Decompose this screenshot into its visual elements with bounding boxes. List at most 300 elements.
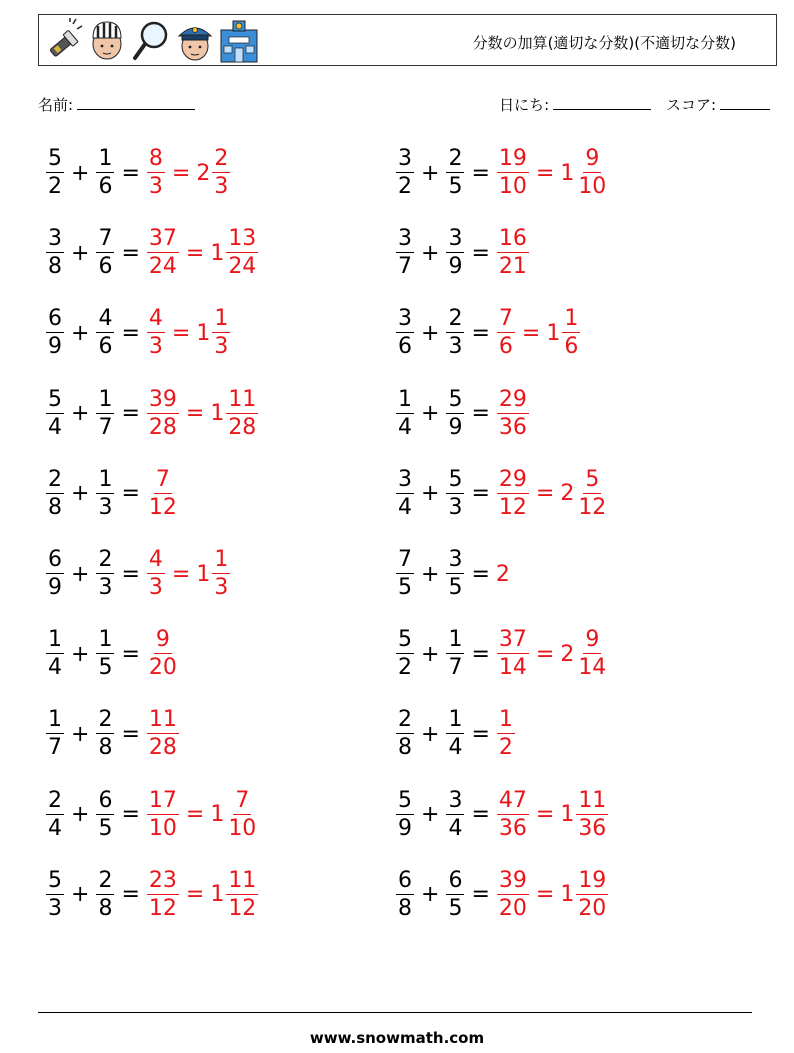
denominator: 9 bbox=[48, 334, 62, 360]
answer bbox=[496, 466, 609, 520]
addend-2 bbox=[446, 308, 464, 358]
answer-equals-sign: = bbox=[185, 240, 205, 266]
mixed-fraction bbox=[212, 148, 230, 198]
problem-item bbox=[395, 624, 609, 684]
answer-fraction bbox=[497, 148, 529, 198]
mixed-whole: 1 bbox=[560, 802, 575, 828]
equals-sign: = bbox=[471, 882, 490, 908]
problem-item bbox=[45, 223, 259, 283]
numerator: 5 bbox=[448, 386, 463, 412]
answer bbox=[146, 709, 180, 759]
answer bbox=[496, 709, 516, 759]
denominator: 6 bbox=[564, 334, 579, 360]
mixed-whole: 1 bbox=[560, 882, 575, 908]
problem-item bbox=[45, 544, 231, 604]
denominator: 8 bbox=[98, 895, 113, 921]
answer bbox=[496, 308, 581, 358]
numerator: 7 bbox=[498, 306, 513, 332]
answer-fraction bbox=[497, 709, 515, 759]
footer-divider bbox=[38, 1012, 752, 1013]
mixed-whole: 1 bbox=[210, 802, 225, 828]
addend-2 bbox=[446, 466, 464, 520]
denominator: 9 bbox=[448, 414, 463, 440]
denominator: 7 bbox=[448, 655, 463, 681]
equals-sign: = bbox=[121, 160, 140, 186]
answer-fraction bbox=[147, 228, 179, 278]
numerator: 7 bbox=[398, 547, 412, 572]
equals-sign: = bbox=[121, 481, 140, 507]
answer-whole: 2 bbox=[495, 561, 510, 587]
numerator: 7 bbox=[155, 466, 170, 492]
plus-sign: + bbox=[421, 481, 440, 507]
numerator: 11 bbox=[148, 707, 177, 733]
numerator: 6 bbox=[98, 787, 113, 813]
answer-fraction bbox=[497, 466, 529, 520]
equals-sign: = bbox=[121, 320, 140, 346]
denominator: 3 bbox=[98, 575, 113, 600]
denominator: 8 bbox=[48, 494, 62, 520]
denominator: 4 bbox=[398, 414, 412, 440]
numerator: 2 bbox=[98, 547, 113, 572]
numerator: 4 bbox=[148, 547, 163, 572]
plus-sign: + bbox=[71, 641, 90, 667]
denominator: 8 bbox=[98, 735, 113, 761]
denominator: 20 bbox=[148, 655, 177, 681]
numerator: 1 bbox=[214, 547, 229, 572]
problem-item bbox=[395, 785, 609, 845]
numerator: 3 bbox=[398, 466, 412, 492]
name-blank[interactable] bbox=[77, 95, 195, 110]
answer-fraction bbox=[147, 629, 179, 679]
equals-sign: = bbox=[471, 240, 490, 266]
plus-sign: + bbox=[421, 641, 440, 667]
addend-1 bbox=[46, 629, 64, 679]
numerator: 6 bbox=[48, 547, 62, 572]
equals-sign: = bbox=[471, 160, 490, 186]
numerator: 6 bbox=[398, 867, 412, 893]
problem-row bbox=[45, 384, 765, 444]
header-icons bbox=[43, 18, 259, 64]
answer-fraction bbox=[497, 308, 515, 358]
date-label: 日にち: bbox=[499, 96, 550, 114]
numerator: 3 bbox=[48, 226, 62, 252]
equals-sign: = bbox=[121, 240, 140, 266]
plus-sign: + bbox=[71, 481, 90, 507]
numerator: 3 bbox=[398, 226, 412, 252]
denominator: 14 bbox=[578, 655, 607, 681]
denominator: 10 bbox=[228, 815, 257, 841]
problem-row bbox=[45, 785, 765, 845]
plus-sign: + bbox=[71, 882, 90, 908]
worksheet-title: 分数の加算(適切な分数)(不適切な分数) bbox=[472, 34, 736, 52]
problem-item bbox=[45, 143, 231, 203]
equals-sign: = bbox=[471, 401, 490, 427]
denominator: 8 bbox=[398, 895, 412, 921]
numerator: 1 bbox=[398, 386, 412, 412]
answer-equals-sign: = bbox=[185, 401, 205, 427]
plus-sign: + bbox=[421, 721, 440, 747]
denominator: 5 bbox=[98, 655, 113, 681]
mixed-whole: 2 bbox=[560, 481, 575, 507]
answer-equals-sign: = bbox=[521, 320, 541, 346]
plus-sign: + bbox=[421, 882, 440, 908]
denominator: 5 bbox=[448, 895, 463, 921]
answer-equals-sign: = bbox=[171, 160, 191, 186]
numerator: 1 bbox=[564, 306, 579, 332]
police-station-icon bbox=[219, 18, 259, 64]
flashlight-icon bbox=[43, 18, 83, 64]
denominator: 4 bbox=[398, 494, 412, 520]
numerator: 9 bbox=[155, 627, 170, 653]
equals-sign: = bbox=[121, 561, 140, 587]
denominator: 5 bbox=[398, 575, 412, 600]
answer bbox=[496, 386, 530, 440]
equals-sign: = bbox=[471, 721, 490, 747]
answer-equals-sign: = bbox=[535, 481, 555, 507]
answer-equals-sign: = bbox=[185, 802, 205, 828]
addend-2 bbox=[96, 629, 114, 679]
answer bbox=[496, 629, 609, 679]
numerator: 16 bbox=[498, 226, 527, 252]
numerator: 2 bbox=[98, 707, 113, 733]
denominator: 5 bbox=[448, 174, 463, 199]
numerator: 3 bbox=[398, 306, 412, 332]
equals-sign: = bbox=[471, 481, 490, 507]
addend-1 bbox=[396, 709, 414, 759]
numerator: 4 bbox=[98, 306, 113, 332]
problem-item bbox=[45, 303, 231, 363]
numerator: 29 bbox=[498, 466, 527, 492]
mixed-whole: 1 bbox=[196, 561, 211, 587]
answer bbox=[146, 549, 231, 599]
numerator: 39 bbox=[498, 867, 527, 893]
addend-2 bbox=[96, 709, 114, 759]
prisoner-icon bbox=[87, 18, 127, 64]
answer bbox=[146, 867, 259, 921]
denominator: 20 bbox=[498, 895, 527, 921]
denominator: 2 bbox=[398, 174, 412, 199]
problem-item bbox=[45, 464, 180, 524]
denominator: 6 bbox=[498, 334, 513, 360]
problem-item bbox=[395, 464, 609, 524]
numerator: 1 bbox=[98, 386, 113, 412]
problem-row bbox=[45, 865, 765, 925]
mixed-fraction bbox=[576, 466, 608, 520]
denominator: 5 bbox=[448, 575, 463, 600]
denominator: 8 bbox=[48, 254, 62, 280]
addend-1 bbox=[396, 308, 414, 358]
addend-1 bbox=[46, 228, 64, 278]
equals-sign: = bbox=[121, 641, 140, 667]
answer-equals-sign: = bbox=[535, 641, 555, 667]
answer-equals-sign: = bbox=[535, 160, 555, 186]
answer bbox=[496, 867, 609, 921]
numerator: 11 bbox=[578, 787, 607, 813]
numerator: 9 bbox=[585, 146, 600, 171]
answer-fraction bbox=[497, 629, 529, 679]
denominator: 24 bbox=[228, 254, 257, 280]
denominator: 2 bbox=[498, 735, 513, 761]
problem-item bbox=[395, 143, 609, 203]
addend-1 bbox=[46, 549, 64, 599]
numerator: 47 bbox=[498, 787, 527, 813]
denominator: 3 bbox=[448, 494, 463, 520]
addend-2 bbox=[446, 549, 464, 599]
plus-sign: + bbox=[71, 240, 90, 266]
mixed-fraction bbox=[212, 549, 230, 599]
denominator: 28 bbox=[148, 414, 177, 440]
problem-row bbox=[45, 704, 765, 764]
denominator: 9 bbox=[448, 254, 463, 280]
mixed-fraction bbox=[226, 867, 258, 921]
denominator: 3 bbox=[98, 494, 113, 520]
denominator: 28 bbox=[228, 414, 257, 440]
numerator: 3 bbox=[448, 547, 463, 572]
answer-fraction bbox=[147, 787, 179, 841]
answer bbox=[496, 228, 530, 278]
denominator: 5 bbox=[98, 815, 113, 841]
equals-sign: = bbox=[471, 561, 490, 587]
score-label: スコア: bbox=[665, 96, 716, 114]
mixed-fraction bbox=[576, 867, 608, 921]
mixed-fraction bbox=[562, 308, 580, 358]
mixed-fraction bbox=[576, 787, 608, 841]
numerator: 6 bbox=[448, 867, 463, 893]
plus-sign: + bbox=[421, 240, 440, 266]
answer-fraction bbox=[147, 386, 179, 440]
denominator: 12 bbox=[148, 494, 177, 520]
answer bbox=[146, 308, 231, 358]
problem-item bbox=[45, 865, 259, 925]
answer-fraction bbox=[147, 308, 165, 358]
problem-item bbox=[395, 704, 516, 764]
denominator: 4 bbox=[448, 815, 463, 841]
answer-fraction bbox=[497, 787, 529, 841]
denominator: 3 bbox=[214, 575, 229, 600]
addend-2 bbox=[446, 386, 464, 440]
answer-fraction bbox=[147, 709, 179, 759]
denominator: 4 bbox=[48, 655, 62, 681]
denominator: 10 bbox=[498, 174, 527, 199]
numerator: 2 bbox=[48, 466, 62, 492]
denominator: 14 bbox=[498, 655, 527, 681]
addend-1 bbox=[396, 867, 414, 921]
answer bbox=[146, 466, 180, 520]
numerator: 23 bbox=[148, 867, 177, 893]
name-label: 名前: bbox=[38, 96, 74, 114]
plus-sign: + bbox=[71, 320, 90, 346]
addend-1 bbox=[396, 787, 414, 841]
denominator: 6 bbox=[398, 334, 412, 360]
numerator: 39 bbox=[148, 386, 177, 412]
equals-sign: = bbox=[471, 802, 490, 828]
answer bbox=[146, 787, 259, 841]
answer-equals-sign: = bbox=[171, 561, 191, 587]
worksheet-header bbox=[38, 14, 777, 66]
mixed-whole: 2 bbox=[560, 641, 575, 667]
mixed-whole: 1 bbox=[210, 882, 225, 908]
addend-2 bbox=[446, 709, 464, 759]
answer bbox=[146, 228, 259, 278]
addend-1 bbox=[46, 466, 64, 520]
plus-sign: + bbox=[421, 561, 440, 587]
numerator: 1 bbox=[98, 146, 113, 171]
numerator: 2 bbox=[398, 707, 412, 733]
problem-item bbox=[45, 704, 180, 764]
plus-sign: + bbox=[421, 802, 440, 828]
denominator: 36 bbox=[498, 815, 527, 841]
numerator: 7 bbox=[98, 226, 113, 252]
answer-fraction bbox=[497, 386, 529, 440]
denominator: 20 bbox=[578, 895, 607, 921]
addend-1 bbox=[396, 549, 414, 599]
numerator: 7 bbox=[235, 787, 250, 813]
answer bbox=[496, 562, 511, 587]
mixed-whole: 1 bbox=[546, 320, 561, 346]
addend-2 bbox=[96, 867, 114, 921]
denominator: 7 bbox=[98, 414, 113, 440]
numerator: 1 bbox=[98, 627, 113, 653]
mixed-fraction bbox=[576, 629, 608, 679]
numerator: 1 bbox=[98, 466, 113, 492]
answer-fraction bbox=[147, 549, 165, 599]
addend-1 bbox=[46, 308, 64, 358]
problem-item bbox=[395, 303, 581, 363]
numerator: 8 bbox=[148, 146, 163, 171]
addend-2 bbox=[96, 386, 114, 440]
addend-2 bbox=[96, 228, 114, 278]
denominator: 4 bbox=[448, 735, 463, 761]
numerator: 13 bbox=[228, 226, 257, 252]
plus-sign: + bbox=[71, 160, 90, 186]
numerator: 2 bbox=[214, 146, 229, 171]
equals-sign: = bbox=[471, 641, 490, 667]
equals-sign: = bbox=[121, 721, 140, 747]
denominator: 3 bbox=[148, 575, 163, 600]
addend-2 bbox=[96, 148, 114, 198]
date-blank[interactable] bbox=[553, 95, 651, 110]
denominator: 12 bbox=[228, 895, 257, 921]
numerator: 3 bbox=[448, 226, 463, 252]
addend-2 bbox=[446, 867, 464, 921]
problem-row bbox=[45, 143, 765, 203]
answer-equals-sign: = bbox=[185, 882, 205, 908]
addend-1 bbox=[396, 629, 414, 679]
denominator: 21 bbox=[498, 254, 527, 280]
denominator: 10 bbox=[578, 174, 607, 199]
problem-item bbox=[395, 223, 530, 283]
numerator: 1 bbox=[498, 707, 513, 733]
numerator: 5 bbox=[448, 466, 463, 492]
denominator: 4 bbox=[48, 414, 62, 440]
denominator: 3 bbox=[148, 334, 163, 360]
answer-fraction bbox=[497, 228, 529, 278]
plus-sign: + bbox=[421, 320, 440, 346]
date-score-fields bbox=[499, 94, 770, 115]
mixed-whole: 2 bbox=[196, 160, 211, 186]
addend-1 bbox=[46, 386, 64, 440]
denominator: 7 bbox=[48, 735, 62, 761]
denominator: 4 bbox=[48, 815, 62, 841]
denominator: 6 bbox=[98, 254, 113, 280]
denominator: 3 bbox=[214, 174, 229, 199]
denominator: 9 bbox=[48, 575, 62, 600]
problem-row bbox=[45, 624, 765, 684]
denominator: 3 bbox=[48, 895, 62, 921]
answer-fraction bbox=[147, 148, 165, 198]
equals-sign: = bbox=[471, 320, 490, 346]
mixed-whole: 1 bbox=[560, 160, 575, 186]
equals-sign: = bbox=[121, 802, 140, 828]
denominator: 12 bbox=[578, 494, 607, 520]
numerator: 5 bbox=[48, 867, 62, 893]
plus-sign: + bbox=[71, 401, 90, 427]
mixed-fraction bbox=[226, 228, 258, 278]
numerator: 19 bbox=[498, 146, 527, 171]
problem-row bbox=[45, 223, 765, 283]
problem-item bbox=[45, 384, 259, 444]
problem-row bbox=[45, 303, 765, 363]
answer-fraction bbox=[497, 867, 529, 921]
numerator: 5 bbox=[585, 466, 600, 492]
mixed-whole: 1 bbox=[210, 401, 225, 427]
mixed-fraction bbox=[212, 308, 230, 358]
plus-sign: + bbox=[71, 802, 90, 828]
mixed-fraction bbox=[576, 148, 608, 198]
plus-sign: + bbox=[71, 561, 90, 587]
numerator: 17 bbox=[148, 787, 177, 813]
answer-equals-sign: = bbox=[535, 882, 555, 908]
numerator: 5 bbox=[398, 787, 412, 813]
numerator: 1 bbox=[214, 306, 229, 332]
numerator: 2 bbox=[448, 306, 463, 332]
numerator: 2 bbox=[448, 146, 463, 171]
numerator: 11 bbox=[228, 867, 257, 893]
addend-1 bbox=[396, 228, 414, 278]
denominator: 6 bbox=[98, 334, 113, 360]
addend-1 bbox=[46, 148, 64, 198]
footer-url: www.snowmath.com bbox=[309, 1029, 485, 1047]
denominator: 12 bbox=[148, 895, 177, 921]
numerator: 5 bbox=[398, 627, 412, 653]
numerator: 1 bbox=[448, 707, 463, 733]
denominator: 28 bbox=[148, 735, 177, 761]
plus-sign: + bbox=[421, 160, 440, 186]
numerator: 1 bbox=[48, 707, 62, 733]
denominator: 9 bbox=[398, 815, 412, 841]
answer bbox=[146, 148, 231, 198]
equals-sign: = bbox=[121, 401, 140, 427]
police-officer-icon bbox=[175, 18, 215, 64]
denominator: 3 bbox=[448, 334, 463, 360]
numerator: 6 bbox=[48, 306, 62, 332]
answer-fraction bbox=[147, 466, 179, 520]
plus-sign: + bbox=[71, 721, 90, 747]
mixed-whole: 1 bbox=[210, 240, 225, 266]
numerator: 3 bbox=[448, 787, 463, 813]
answer-fraction bbox=[147, 867, 179, 921]
problem-item bbox=[395, 544, 511, 604]
numerator: 5 bbox=[48, 386, 62, 412]
denominator: 7 bbox=[398, 254, 412, 280]
addend-2 bbox=[446, 148, 464, 198]
addend-2 bbox=[96, 549, 114, 599]
addend-2 bbox=[96, 466, 114, 520]
numerator: 1 bbox=[448, 627, 463, 653]
equals-sign: = bbox=[121, 882, 140, 908]
answer bbox=[496, 148, 609, 198]
score-blank[interactable] bbox=[720, 95, 770, 110]
